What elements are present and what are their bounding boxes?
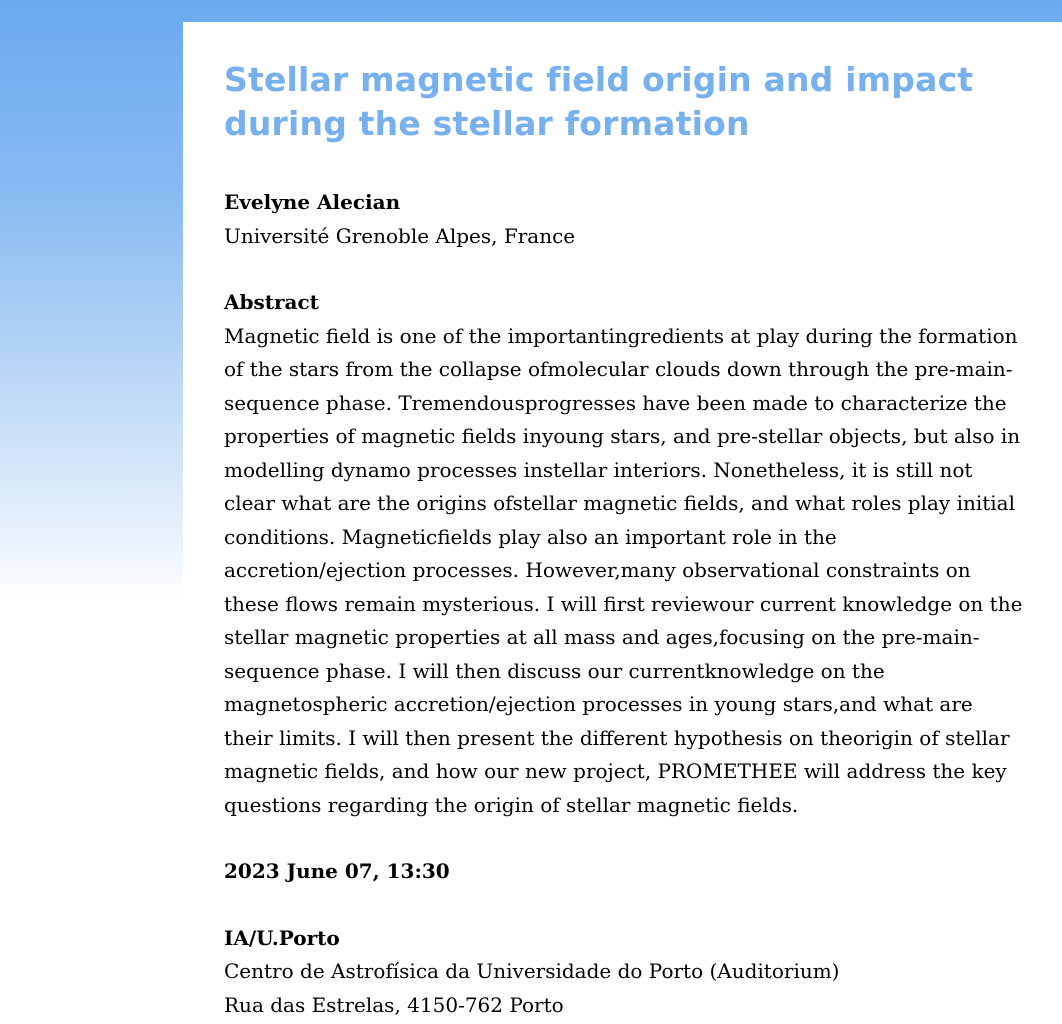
venue-location-line1: Centro de Astrofísica da Universidade do Porto (Auditorium) xyxy=(224,959,840,983)
venue-name: IA/U.Porto xyxy=(224,925,340,950)
abstract-heading: Abstract xyxy=(224,290,319,314)
talk-datetime: 2023 June 07, 13:30 xyxy=(224,859,450,883)
talk-title: Stellar magnetic field origin and impact during the stellar formation xyxy=(224,60,974,143)
seminar-card xyxy=(183,22,1062,1024)
speaker-name: Evelyne Alecian xyxy=(224,190,401,214)
seminar-content xyxy=(224,58,1024,1022)
abstract-text: Magnetic field is one of the importantingredients at play during the formation of the stars from the collapse ofmolecular clouds down through the pre-main-sequence phase. Tremendousprogresses have been made to characterize the properties of magnetic fields inyoung stars, and pre-stellar objects, but also in modelling dynamo processes instellar interiors. Nonetheless, it is still not clear what are the origins ofstellar magnetic fields, and what roles play initial conditions. Magneticfields play also an important role in the accretion/ejection processes. However,many observational constraints on these flows remain mysterious. I will first reviewour current knowledge on the stellar magnetic properties at all mass and ages,focusing on the pre-main-sequence phase. I will then discuss our currentknowledge on the magnetospheric accretion/ejection processes in young stars,and what are their limits. I will then present the different hypothesis on theorigin of stellar magnetic fields, and how our new project, PROMETHEE will address the key questions regarding the origin of stellar magnetic fields. xyxy=(224,323,1023,817)
venue-location-line2: Rua das Estrelas, 4150-762 Porto xyxy=(224,992,564,1017)
speaker-affiliation: Université Grenoble Alpes, France xyxy=(224,223,576,248)
